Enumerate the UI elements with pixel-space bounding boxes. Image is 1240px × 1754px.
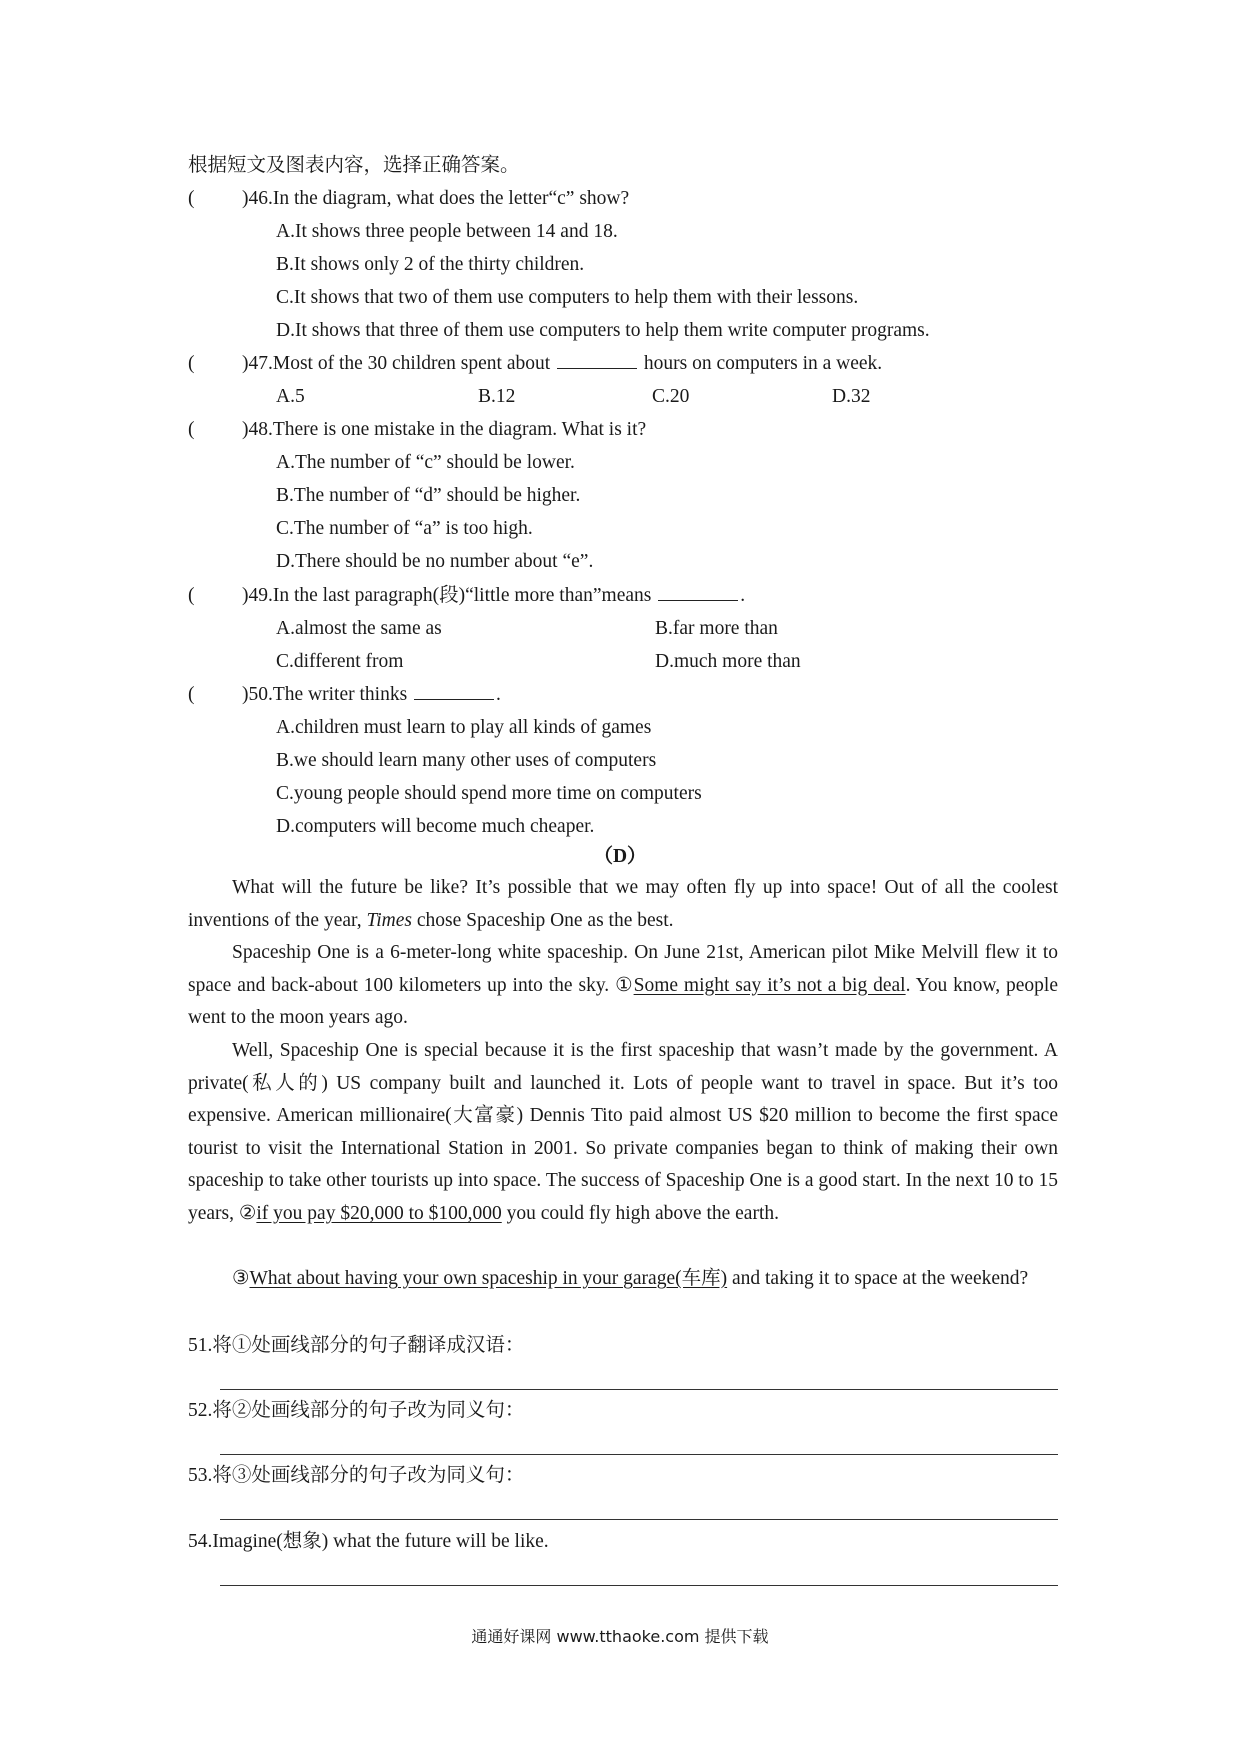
option-d: D.computers will become much cheaper. [276, 816, 595, 837]
question-text: )46.In the diagram, what does the letter“c” show? [242, 188, 630, 209]
underlined-sentence-2: if you pay $20,000 to $100,000 [256, 1202, 502, 1224]
option-d: D.much more than [655, 651, 801, 672]
question-text-after: hours on computers in a week. [643, 353, 883, 374]
p3-text-a: Well, Spaceship One is special because it is the first spaceship that wasn’t made by the government. A private(私人的) US company built and launched it. Lots of people want to travel in space. But it’s too expensive. American millionaire(大富豪) Dennis Tito paid almost US $20 million to become the first space tourist to visit the International Station in 2001. So private companies began to think of making their own spaceship to take other tourists up into space. The success of Spaceship One is a good start. In the next 10 to 15 years, ② [188, 1040, 1058, 1224]
option-b: B.The number of “d” should be higher. [276, 485, 581, 506]
p1-italic: Times [366, 909, 412, 931]
option-a: A.The number of “c” should be lower. [276, 452, 575, 473]
option-a: A.almost the same as [276, 618, 442, 639]
task-54: 54.Imagine(想象) what the future will be like. [188, 1531, 549, 1552]
option-d: D.There should be no number about “e”. [276, 551, 594, 572]
option-c: C.20 [652, 386, 690, 407]
p4-text-b: and taking it to space at the weekend? [731, 1268, 1029, 1289]
question-text [242, 679, 501, 711]
answer-line-52[interactable] [220, 1454, 1058, 1455]
option-d: D.It shows that three of them use computers to help them write computer programs. [276, 320, 930, 341]
answer-blank [658, 582, 738, 601]
option-c: C.The number of “a” is too high. [276, 518, 533, 539]
p4-text-a: ③ [232, 1268, 250, 1289]
answer-blank [557, 350, 637, 369]
answer-line-53[interactable] [220, 1519, 1058, 1520]
task-53: 53.将③处画线部分的句子改为同义句： [188, 1465, 525, 1486]
option-a: A.It shows three people between 14 and 18. [276, 221, 618, 242]
question-text-before: )50.The writer thinks [242, 684, 408, 705]
question-text: )48.There is one mistake in the diagram. What is it? [242, 419, 647, 440]
passage-paragraph-1 [188, 872, 1058, 937]
option-b: B.we should learn many other uses of computers [276, 750, 657, 771]
p3-text-b: you could fly high above the earth. [506, 1202, 779, 1224]
p1-text-b: chose Spaceship One as the best. [416, 909, 674, 931]
task-52: 52.将②处画线部分的句子改为同义句： [188, 1400, 525, 1421]
option-b: B.12 [478, 386, 516, 407]
question-text [242, 348, 882, 380]
answer-paren[interactable]: ( [188, 188, 195, 209]
option-b: B.far more than [655, 618, 778, 639]
answer-paren[interactable]: ( [188, 684, 195, 705]
p2-text-b: . You know, people went to the moon years ago. [188, 974, 1059, 1029]
option-c: C.different from [276, 651, 404, 672]
question-text-after: . [740, 585, 746, 606]
option-b: B.It shows only 2 of the thirty children. [276, 254, 585, 275]
task-51: 51.将①处画线部分的句子翻译成汉语： [188, 1335, 525, 1356]
question-text-after: . [496, 684, 501, 705]
option-c: C.It shows that two of them use computers to help them with their lessons. [276, 287, 859, 308]
option-a: A.5 [276, 386, 305, 407]
answer-blank [414, 681, 494, 700]
option-d: D.32 [832, 386, 871, 407]
underlined-sentence-1: Some might say it’s not a big deal [633, 974, 906, 996]
section-heading: （D） [593, 846, 647, 867]
p2-text-a: Spaceship One is a 6-meter-long white spaceship. On June 21st, American pilot Mike Melvill flew it to space and back-about 100 kilometers up into the sky. ① [188, 942, 1058, 996]
underlined-sentence-3: What about having your own spaceship in your garage(车库) [249, 1268, 728, 1289]
option-a: A.children must learn to play all kinds of games [276, 717, 652, 738]
passage-paragraph-3 [188, 1035, 1058, 1231]
answer-line-54[interactable] [220, 1585, 1058, 1586]
answer-paren[interactable]: ( [188, 419, 195, 440]
answer-paren[interactable]: ( [188, 353, 195, 374]
option-c: C.young people should spend more time on computers [276, 783, 702, 804]
passage-paragraph-4 [188, 1263, 1058, 1296]
p1-text-a: What will the future be like? It’s possible that we may often fly up into space! Out of all the coolest inventions of the year, [188, 877, 1058, 931]
question-text-before: )49.In the last paragraph(段)“little more than”means [242, 585, 652, 606]
instruction: 根据短文及图表内容，选择正确答案。 [188, 155, 520, 176]
question-text-before: )47.Most of the 30 children spent about [242, 353, 551, 374]
question-text [242, 580, 745, 612]
answer-line-51[interactable] [220, 1389, 1058, 1390]
answer-paren[interactable]: ( [188, 585, 195, 606]
passage-paragraph-2 [188, 937, 1058, 1035]
page-footer: 通通好课网 www.tthaoke.com 提供下载 [471, 1627, 769, 1646]
